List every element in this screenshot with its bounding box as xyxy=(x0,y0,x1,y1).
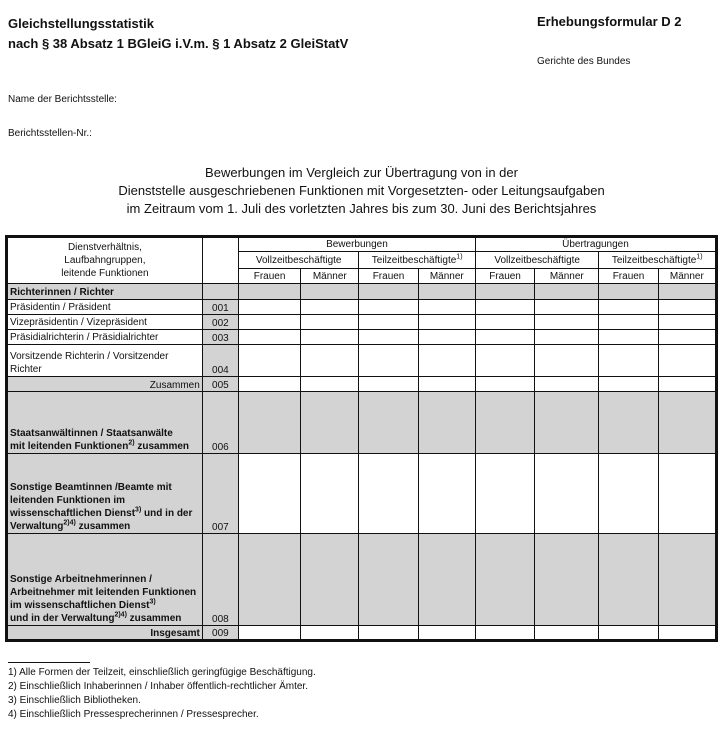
input-cell[interactable] xyxy=(418,377,475,392)
footnotes xyxy=(8,666,316,722)
header-full-time: Vollzeitbeschäftigte xyxy=(475,252,599,269)
row-code: 003 xyxy=(202,330,238,345)
reporting-office-number-label: Berichtsstellen-Nr.: xyxy=(8,128,92,139)
row-label-prosecutors: Staatsanwältinnen / Staatsanwälte mit leitenden Funktionen$^{2)}$ zusammen xyxy=(7,392,203,454)
header-corner: Dienstverhältnis, Laufbahngruppen, leitende Funktionen xyxy=(7,237,203,284)
input-cell[interactable] xyxy=(418,330,475,345)
row-label-total: Zusammen xyxy=(7,377,203,392)
input-cell[interactable] xyxy=(535,534,599,626)
header-women: Frauen xyxy=(359,269,418,284)
input-cell[interactable] xyxy=(599,377,658,392)
input-cell[interactable] xyxy=(475,300,534,315)
input-cell[interactable] xyxy=(599,330,658,345)
header-code-column xyxy=(202,237,238,284)
input-cell[interactable] xyxy=(418,345,475,377)
header-women: Frauen xyxy=(238,269,300,284)
input-cell[interactable] xyxy=(418,626,475,641)
row-code: 004 xyxy=(202,345,238,377)
input-cell[interactable] xyxy=(238,300,300,315)
input-cell[interactable] xyxy=(599,315,658,330)
row-label: Präsidialrichterin / Präsidialrichter xyxy=(7,330,203,345)
header-full-time: Vollzeitbeschäftigte xyxy=(238,252,358,269)
input-cell[interactable] xyxy=(301,330,359,345)
input-cell[interactable] xyxy=(238,534,300,626)
input-cell[interactable] xyxy=(535,315,599,330)
input-cell[interactable] xyxy=(475,392,534,454)
input-cell[interactable] xyxy=(238,345,300,377)
row-code: 007 xyxy=(202,454,238,534)
header-part-time: Teilzeitbeschäftigte$^{1)}$ xyxy=(359,252,476,269)
input-cell[interactable] xyxy=(301,345,359,377)
input-cell[interactable] xyxy=(301,454,359,534)
input-cell[interactable] xyxy=(238,377,300,392)
title-line-1: Gleichstellungsstatistik xyxy=(8,16,154,31)
input-cell[interactable] xyxy=(475,534,534,626)
input-cell[interactable] xyxy=(418,392,475,454)
footnote-4: 4) Einschließlich Pressesprecherinnen / Pressesprecher. xyxy=(8,709,259,720)
input-cell[interactable] xyxy=(359,315,418,330)
header-women: Frauen xyxy=(475,269,534,284)
input-cell[interactable] xyxy=(301,534,359,626)
row-label: Präsidentin / Präsident xyxy=(7,300,203,315)
input-cell[interactable] xyxy=(301,377,359,392)
title-line-2: nach § 38 Absatz 1 BGleiG i.V.m. § 1 Absatz 2 GleiStatV xyxy=(8,36,349,51)
input-cell[interactable] xyxy=(658,377,716,392)
input-cell[interactable] xyxy=(599,454,658,534)
input-cell[interactable] xyxy=(359,330,418,345)
input-cell[interactable] xyxy=(599,534,658,626)
input-cell[interactable] xyxy=(238,626,300,641)
footnote-1: 1) Alle Formen der Teilzeit, einschließlich geringfügige Beschäftigung. xyxy=(8,667,316,678)
input-cell[interactable] xyxy=(418,315,475,330)
input-cell[interactable] xyxy=(359,345,418,377)
input-cell[interactable] xyxy=(658,626,716,641)
table-heading xyxy=(0,164,723,218)
input-cell[interactable] xyxy=(238,330,300,345)
input-cell[interactable] xyxy=(418,454,475,534)
input-cell[interactable] xyxy=(475,454,534,534)
header-part-time: Teilzeitbeschäftigte$^{1)}$ xyxy=(599,252,717,269)
input-cell[interactable] xyxy=(535,330,599,345)
row-label-civil-servants: Sonstige Beamtinnen /Beamte mit leitenden Funktionen im wissenschaftlichen Dienst$^{3)}$ und in der Verwaltung$^{2)4)}$ zusammen xyxy=(7,454,203,534)
input-cell[interactable] xyxy=(359,454,418,534)
input-cell[interactable] xyxy=(599,300,658,315)
header-women: Frauen xyxy=(599,269,658,284)
input-cell[interactable] xyxy=(301,392,359,454)
document-title xyxy=(8,14,348,54)
input-cell[interactable] xyxy=(475,626,534,641)
footnote-2: 2) Einschließlich Inhaberinnen / Inhaber öffentlich-rechtlicher Ämter. xyxy=(8,681,308,692)
row-label-grand-total: Insgesamt xyxy=(7,626,203,641)
input-cell[interactable] xyxy=(658,315,716,330)
table-heading-line-3: im Zeitraum vom 1. Juli des vorletzten Jahres bis zum 30. Juni des Berichtsjahres xyxy=(126,201,597,216)
input-cell[interactable] xyxy=(599,392,658,454)
input-cell[interactable] xyxy=(238,315,300,330)
input-cell[interactable] xyxy=(535,377,599,392)
input-cell[interactable] xyxy=(658,454,716,534)
row-label: Vorsitzende Richterin / Vorsitzender Richter xyxy=(7,345,203,377)
header-men: Männer xyxy=(535,269,599,284)
input-cell[interactable] xyxy=(658,392,716,454)
table-heading-line-1: Bewerbungen im Vergleich zur Übertragung von in der xyxy=(205,165,518,180)
input-cell[interactable] xyxy=(359,300,418,315)
section-judges: Richterinnen / Richter xyxy=(7,284,203,300)
input-cell[interactable] xyxy=(418,300,475,315)
input-cell[interactable] xyxy=(658,330,716,345)
scope-label: Gerichte des Bundes xyxy=(537,56,631,67)
input-cell[interactable] xyxy=(238,454,300,534)
header-men: Männer xyxy=(301,269,359,284)
table-heading-line-2: Dienststelle ausgeschriebenen Funktionen mit Vorgesetzten- oder Leitungsaufgaben xyxy=(118,183,605,198)
row-code: 006 xyxy=(202,392,238,454)
input-cell[interactable] xyxy=(301,300,359,315)
input-cell[interactable] xyxy=(658,300,716,315)
header-men: Männer xyxy=(418,269,475,284)
input-cell[interactable] xyxy=(535,392,599,454)
statistics-table xyxy=(5,235,718,642)
input-cell[interactable] xyxy=(301,315,359,330)
input-cell[interactable] xyxy=(359,392,418,454)
input-cell[interactable] xyxy=(301,626,359,641)
header-transfers: Übertragungen xyxy=(475,237,716,252)
input-cell[interactable] xyxy=(658,534,716,626)
input-cell[interactable] xyxy=(475,377,534,392)
input-cell[interactable] xyxy=(599,345,658,377)
row-label-employees: Sonstige Arbeitnehmerinnen / Arbeitnehmer mit leitenden Funktionen im wissenschaftlichen Dienst$^{3)}$ und in der Verwaltung$^{2)4)}$ zusammen xyxy=(7,534,203,626)
footnote-3: 3) Einschließlich Bibliotheken. xyxy=(8,695,141,706)
input-cell[interactable] xyxy=(658,345,716,377)
input-cell[interactable] xyxy=(475,345,534,377)
input-cell[interactable] xyxy=(475,330,534,345)
row-code: 008 xyxy=(202,534,238,626)
input-cell[interactable] xyxy=(535,300,599,315)
input-cell[interactable] xyxy=(475,315,534,330)
row-code: 001 xyxy=(202,300,238,315)
input-cell[interactable] xyxy=(359,377,418,392)
input-cell[interactable] xyxy=(238,392,300,454)
input-cell[interactable] xyxy=(535,345,599,377)
input-cell[interactable] xyxy=(599,626,658,641)
header-men: Männer xyxy=(658,269,716,284)
row-code: 002 xyxy=(202,315,238,330)
input-cell[interactable] xyxy=(359,534,418,626)
input-cell[interactable] xyxy=(535,626,599,641)
row-code: 005 xyxy=(202,377,238,392)
footnote-divider xyxy=(8,662,90,663)
input-cell[interactable] xyxy=(359,626,418,641)
form-id: Erhebungsformular D 2 xyxy=(537,14,682,29)
reporting-office-name-label: Name der Berichtsstelle: xyxy=(8,94,117,105)
input-cell[interactable] xyxy=(418,534,475,626)
row-code: 009 xyxy=(202,626,238,641)
input-cell[interactable] xyxy=(535,454,599,534)
row-label: Vizepräsidentin / Vizepräsident xyxy=(7,315,203,330)
header-applications: Bewerbungen xyxy=(238,237,475,252)
